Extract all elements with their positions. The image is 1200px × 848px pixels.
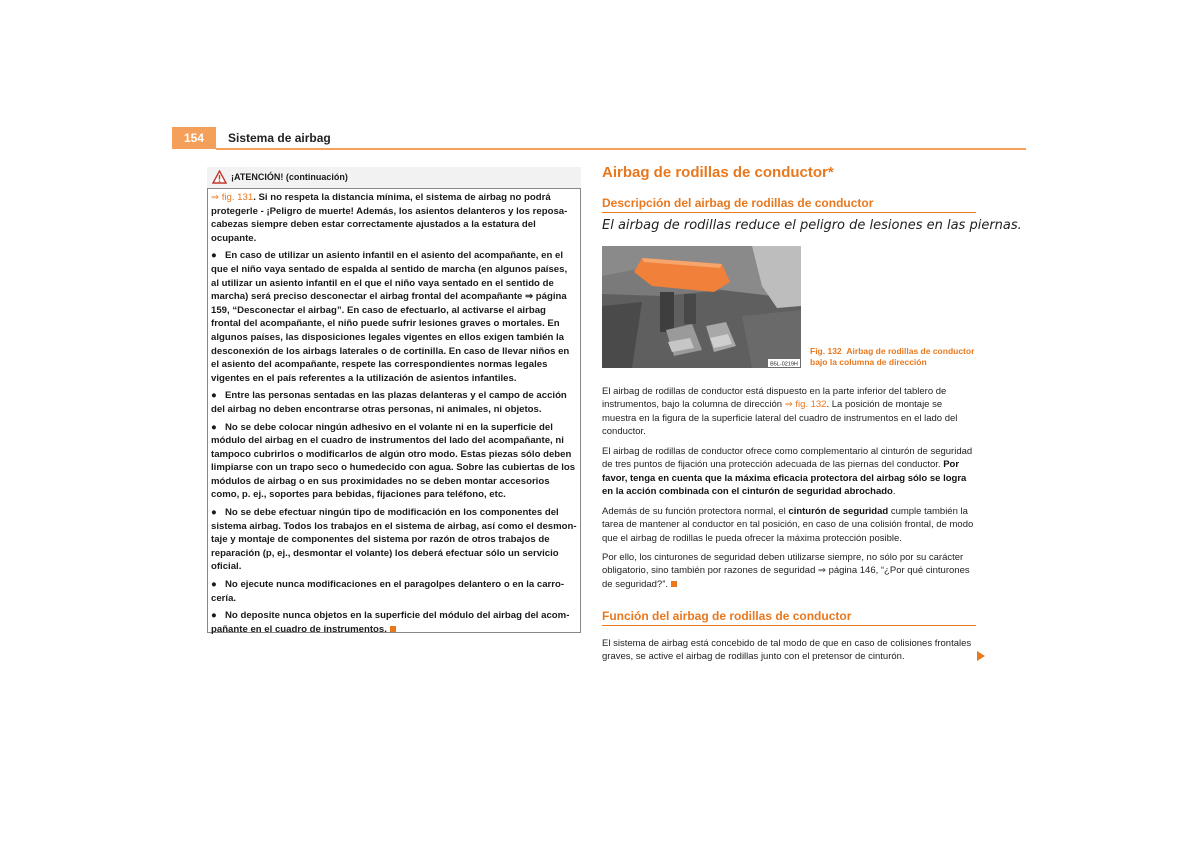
bullet-3-text: No se debe colocar ningún adhesivo en el volante ni en la superficie del módulo del airbag en el cuadro de instrumentos del lado del acompañante, ni tampoco cubrirlos o modificarlos de algún otro modo. Estas piezas sólo deben limpiarse con un trapo seco o humedecido con agua. Sobre las cubiertas de los módulos de airbag o en sus proximidades no se deben montar accesorios como, p. ej., soportes para bebidas, fijaciones para teléfono, etc. bbox=[211, 421, 576, 501]
body-paragraph-2 bbox=[602, 445, 976, 499]
subheading-rule bbox=[602, 212, 976, 213]
bullet-6-text: No deposite nunca objetos en la superficie del módulo del airbag del acompañante en el cuadro de instrumentos. bbox=[211, 610, 570, 635]
bullet-icon: ● bbox=[211, 421, 217, 433]
header-rule bbox=[216, 148, 1026, 150]
p5-text: El sistema de airbag está concebido de tal modo de que en caso de colisiones frontales graves, se active el airbag de rodillas junto con el pretensor de cinturón. bbox=[602, 638, 972, 663]
bullet-1-text-b: . En caso de efectuarlo, al activarse el airbag frontal del acompañante, el niño puede sufrir lesiones graves o mortales. En algunos países, las disposiciones legales vigentes en ellos exigen también la desconexión de los airbags laterales o de cortinilla. En caso de llevar niños en el asiento del acompañante, respete las correspondientes normas legales vigentes en el país referentes a la utilización de asientos infantiles. bbox=[211, 304, 570, 384]
bullet-2-text: Entre las personas sentadas en las plazas delanteras y el campo de acción del airbag no deben encontrarse otras personas, ni animales, ni objetos. bbox=[211, 390, 567, 415]
p1-text-a: El airbag de rodillas de conductor está dispuesto en la parte inferior del tablero de instrumentos, bajo la columna de dirección bbox=[602, 386, 947, 411]
p2-text: El airbag de rodillas de conductor ofrece como complementario al cinturón de seguridad de tres puntos de fijación una protección adecuada de las piernas del conductor. bbox=[602, 446, 973, 471]
end-square-icon bbox=[390, 626, 396, 632]
bullet-4-text: No se debe efectuar ningún tipo de modificación en los componentes del sistema airbag. Todos los trabajos en el sistema de airbag, así como el desmontaje y montaje de componentes del sistema por razón de otros trabajos de reparación (p, ej., desmontar el volante) los deberá efectuar sólo un servicio oficial. bbox=[211, 507, 577, 573]
warning-paragraph bbox=[211, 191, 577, 245]
body-paragraph-1 bbox=[602, 385, 976, 439]
bullet-1-text-a: En caso de utilizar un asiento infantil en el asiento del acompañante, en el que el niño vaya sentado de espalda al sentido de marcha (en algunos países, al utilizar un asiento infantil en el que el niño vaya sentado en el sentido de marcha) será preciso desconectar el airbag frontal del acompañante bbox=[211, 250, 568, 303]
p3-bold-text: cinturón de seguridad bbox=[788, 506, 889, 517]
figure-code: B5L-0219H bbox=[770, 361, 798, 368]
warning-bullet-2 bbox=[211, 389, 577, 416]
p3-text-a: Además de su función protectora normal, el bbox=[602, 506, 786, 517]
fig-131-link[interactable]: ⇒ fig. 131 bbox=[211, 192, 254, 203]
subsection-heading-function: Función del airbag de rodillas de conductor bbox=[602, 609, 852, 623]
p1-text-b: . La posición de montaje se muestra en la figura de la superficie lateral del cuadro de instrumentos en el lado del conductor. bbox=[602, 399, 958, 438]
bullet-icon: ● bbox=[211, 579, 217, 591]
page-159-link[interactable]: ⇒ página 159, “Desconectar el airbag” bbox=[211, 291, 567, 316]
figure-132-image bbox=[602, 246, 801, 368]
subheading-rule bbox=[602, 625, 976, 626]
body-paragraph-4 bbox=[602, 551, 976, 591]
end-square-icon bbox=[671, 581, 677, 587]
bullet-icon: ● bbox=[211, 507, 217, 519]
continue-arrow-icon[interactable] bbox=[977, 651, 985, 661]
subsection-heading-description: Descripción del airbag de rodillas de conductor bbox=[602, 196, 874, 210]
warning-bullet-1 bbox=[211, 249, 577, 385]
intro-text: El airbag de rodillas reduce el peligro de lesiones en las piernas. bbox=[602, 218, 1022, 233]
warning-bullet-6 bbox=[211, 609, 577, 636]
p2-bold-text: Por favor, tenga en cuenta que la máxima eficacia protectora del airbag sólo se logra en la acción combinada con el cinturón de seguridad abrochado bbox=[602, 459, 967, 498]
warning-body bbox=[211, 191, 577, 640]
section-heading: Airbag de rodillas de conductor* bbox=[602, 164, 834, 181]
p3-text-b: cumple también la tarea de mantener al conductor en tal posición, en caso de una colisión frontal, de modo que el airbag de rodillas le pueda ofrecer la máxima protección posible. bbox=[602, 506, 974, 544]
page-number: 154 bbox=[172, 127, 216, 149]
p4-text: Por ello, los cinturones de seguridad deben utilizarse siempre, no sólo por su carácter obligatorio, sino también por razones de seguridad ⇒ página 146, “¿Por qué cinturones de seguridad?”. bbox=[602, 552, 970, 590]
bullet-icon: ● bbox=[211, 390, 217, 402]
p2-end: . bbox=[892, 486, 896, 498]
figure-label: Fig. 132 bbox=[810, 346, 842, 356]
warning-bullet-4 bbox=[211, 506, 577, 574]
warning-bullet-5 bbox=[211, 578, 577, 605]
warning-p1-text: . Si no respeta la distancia mínima, el sistema de airbag no podrá protegerle - ¡Peligro de muerte! Además, los asientos delanteros y los reposacabezas siempre deben estar correctamente ajustados a la estatura del ocupante. bbox=[211, 192, 568, 244]
knee-airbag-illustration bbox=[602, 246, 801, 368]
body-paragraph-5 bbox=[602, 637, 976, 664]
body-paragraph-3 bbox=[602, 505, 976, 545]
figure-caption bbox=[810, 346, 980, 368]
figure-caption-text: Airbag de rodillas de conductor bajo la columna de dirección bbox=[810, 346, 975, 367]
bullet-icon: ● bbox=[211, 610, 217, 622]
warning-bullet-3 bbox=[211, 421, 577, 503]
warning-triangle-icon bbox=[212, 170, 227, 184]
bullet-5-text: No ejecute nunca modificaciones en el paragolpes delantero o en la carrocería. bbox=[211, 579, 565, 604]
bullet-icon: ● bbox=[211, 250, 217, 262]
warning-heading: ¡ATENCIÓN! (continuación) bbox=[231, 172, 348, 182]
section-title: Sistema de airbag bbox=[228, 131, 331, 145]
fig-132-link[interactable]: ⇒ fig. 132 bbox=[784, 399, 827, 411]
